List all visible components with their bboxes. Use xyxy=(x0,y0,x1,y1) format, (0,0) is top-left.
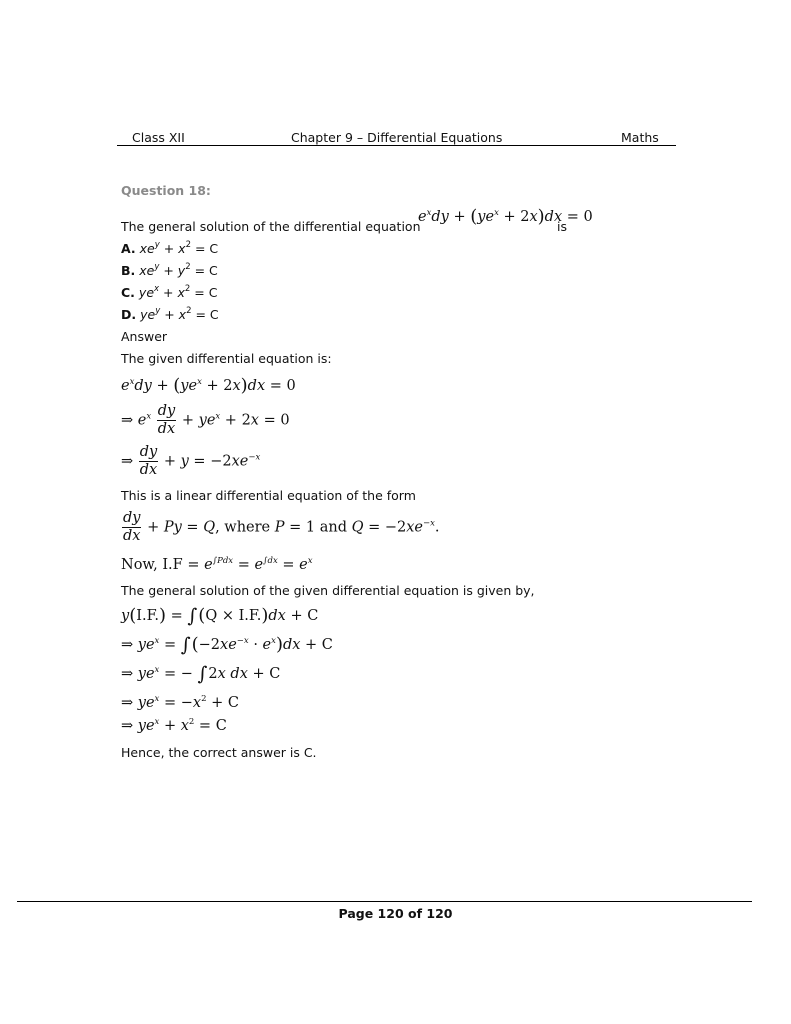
option-exponent: 2 xyxy=(186,306,192,316)
and-text: and xyxy=(319,519,347,536)
option-d xyxy=(121,307,219,323)
option-exponent: y xyxy=(154,240,160,250)
equation-given: $e^xdy + (ye^x + 2x)dx = 0$ xyxy=(121,375,296,396)
now-if-text: Now, I.F xyxy=(121,557,183,573)
option-b xyxy=(121,263,218,279)
header-chapter-title: Chapter 9 – Differential Equations xyxy=(291,130,503,145)
option-exponent: 2 xyxy=(185,262,191,272)
equation-step-1: ⇒ $e^x$ $\frac{dy}{dx}$ + $ye^x + 2x = 0$ xyxy=(121,403,290,437)
option-term: ye xyxy=(138,285,155,300)
option-term: ye xyxy=(140,307,156,322)
solution-line-3: ⇒ $ye^x$ = − ∫2x dx + C xyxy=(121,663,281,685)
option-letter: A. xyxy=(121,241,136,256)
solution-line-2: ⇒ $ye^x = \int(-2xe^{-x} \cdot e^x)dx + C$ xyxy=(121,634,333,656)
header-class-label: Class XII xyxy=(132,130,185,145)
option-term: + y xyxy=(159,263,186,278)
option-tail: = C xyxy=(191,307,219,322)
question-prompt: The general solution of the differential equation xyxy=(121,219,421,234)
option-term: + x xyxy=(160,307,187,322)
solution-line-4: ⇒ $ye^x = -x^2 + C$ xyxy=(121,694,239,711)
option-exponent: x xyxy=(154,284,160,294)
option-exponent: 2 xyxy=(185,240,192,250)
solution-line-1: y(I.F.) = ∫(Q × I.F.)dx + C xyxy=(121,605,319,627)
option-tail: = C xyxy=(190,263,218,278)
where-text: , where xyxy=(215,519,271,536)
option-term: + x xyxy=(159,285,185,300)
header-subject: Maths xyxy=(621,130,659,145)
page-number: Page 120 of 120 xyxy=(338,906,453,921)
equation-step-2: ⇒ $\frac{dy}{dx}$ + $y = -2xe^{-x}$ xyxy=(121,444,261,478)
answer-intro: The given differential equation is: xyxy=(121,351,332,366)
option-tail: = C xyxy=(190,285,218,300)
answer-heading: Answer xyxy=(121,329,168,344)
option-exponent: y xyxy=(155,306,161,316)
general-solution-text: The general solution of the given differential equation is given by, xyxy=(121,583,535,598)
option-c xyxy=(121,285,217,301)
option-term: xe xyxy=(139,241,155,256)
option-exponent: y xyxy=(154,262,160,272)
option-letter: D. xyxy=(121,307,137,322)
question-equation: $e^xdy + (ye^x + 2x)dx = 0$ xyxy=(418,206,593,227)
footer-rule xyxy=(17,901,752,902)
option-term: xe xyxy=(139,263,155,278)
linear-form-text: This is a linear differential equation of the form xyxy=(121,488,416,503)
header-rule xyxy=(117,145,676,146)
option-exponent: 2 xyxy=(184,284,191,294)
option-a xyxy=(121,241,218,257)
answer-conclusion: Hence, the correct answer is C. xyxy=(121,745,317,760)
option-tail: = C xyxy=(191,241,219,256)
integrating-factor: Now, $I.F = e^{\int Pdx} = e^{\int dx} = e^x$ xyxy=(121,556,313,573)
option-letter: B. xyxy=(121,263,136,278)
solution-line-5: ⇒ $ye^x + x^2 = C$ xyxy=(121,717,227,734)
question-title: Question 18: xyxy=(121,183,211,198)
option-letter: C. xyxy=(121,285,135,300)
option-term: + x xyxy=(159,241,186,256)
question-prompt-suffix: is xyxy=(557,219,567,234)
linear-form-equation: $\frac{dy}{dx}$ + Py = Q, where P = 1 and $Q = -2xe^{-x}$. xyxy=(123,510,440,544)
